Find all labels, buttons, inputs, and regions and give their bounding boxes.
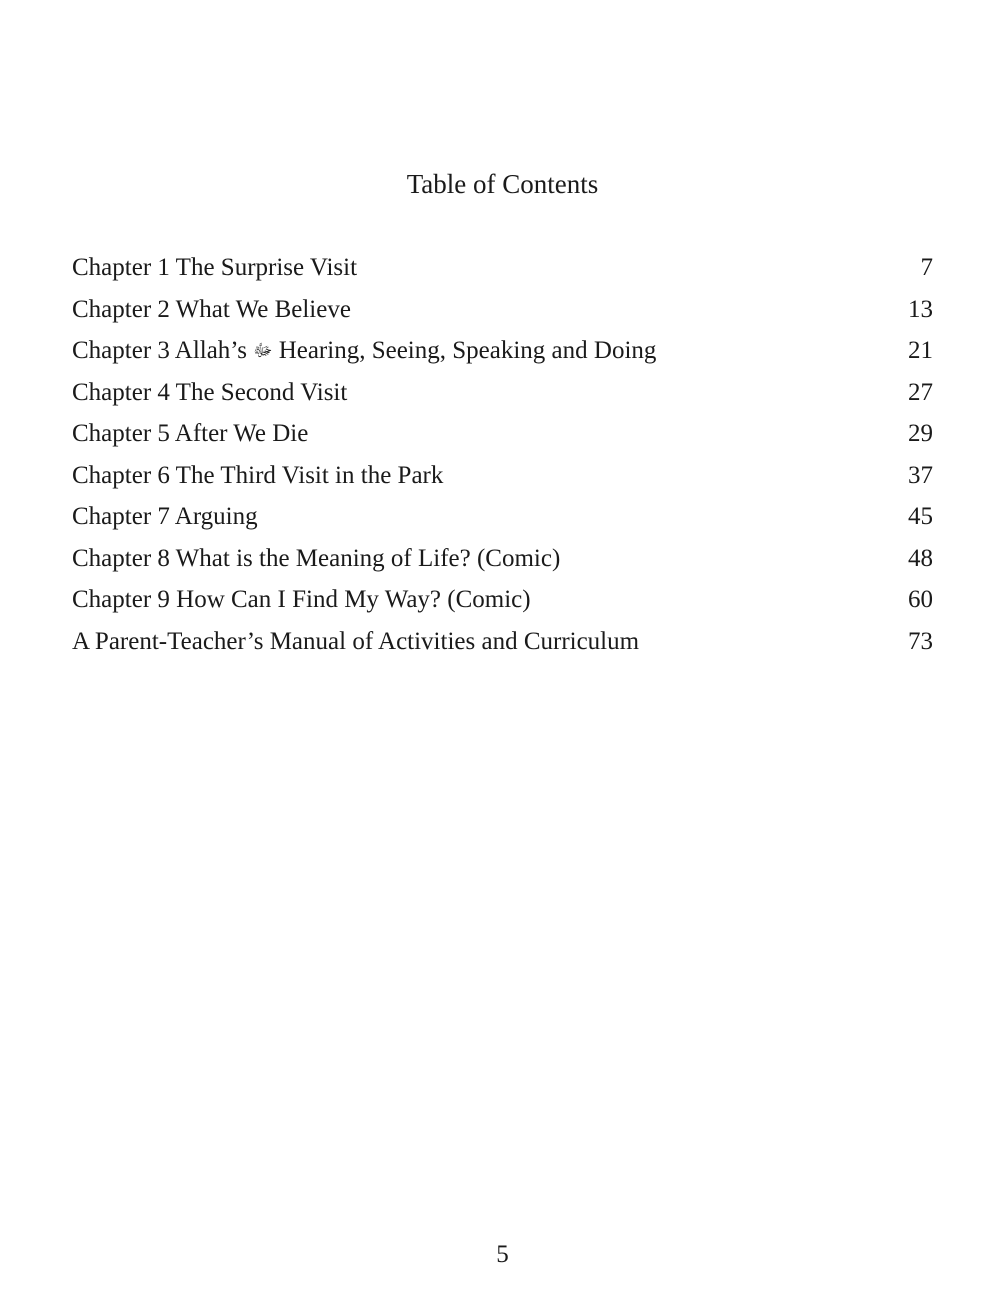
toc-entry-label [72, 332, 656, 370]
toc-entry-chapter-3[interactable] [72, 332, 933, 374]
toc-entry-label: Chapter 5 After We Die [72, 420, 309, 447]
toc-entry-page: 73 [908, 627, 933, 655]
toc-entry-page: 21 [908, 337, 933, 364]
toc-entry-label: Chapter 1 The Surprise Visit [72, 254, 358, 281]
toc-entry-chapter-6[interactable] [72, 457, 933, 499]
toc-entry-label: Chapter 7 Arguing [72, 503, 258, 530]
toc-entry-chapter-1[interactable] [72, 249, 933, 291]
toc-entry-chapter-7[interactable] [72, 498, 933, 540]
toc-entry-page: 45 [908, 503, 933, 530]
toc-entry-label: Chapter 6 The Third Visit in the Park [72, 461, 444, 489]
toc-entry-page: 37 [908, 461, 933, 489]
toc-entry-page: 29 [908, 420, 933, 447]
toc-entry-manual[interactable] [72, 623, 933, 665]
toc-entry-chapter-9[interactable] [72, 581, 933, 623]
toc-entry-label: Chapter 9 How Can I Find My Way? (Comic) [72, 586, 531, 613]
toc-entry-chapter-2[interactable] [72, 291, 933, 333]
toc-entry-label-end: Hearing, Seeing, Speaking and Doing [278, 337, 657, 364]
table-of-contents [72, 249, 933, 664]
toc-entry-chapter-8[interactable] [72, 540, 933, 582]
honorific-glyph-icon: ﷻ [253, 341, 273, 361]
toc-entry-label: Chapter 4 The Second Visit [72, 378, 348, 406]
page-title: Table of Contents [406, 169, 599, 199]
toc-entry-label: Chapter 8 What is the Meaning of Life? (Comic) [72, 544, 561, 572]
toc-entry-page: 13 [908, 295, 933, 323]
toc-entry-label: A Parent-Teacher’s Manual of Activities and Curriculum [72, 627, 640, 655]
toc-entry-page: 7 [920, 254, 933, 281]
toc-entry-page: 48 [908, 544, 933, 572]
toc-entry-chapter-5[interactable] [72, 415, 933, 457]
toc-entry-label-start: Chapter 3 Allah’s [72, 337, 247, 364]
toc-entry-page: 60 [908, 586, 933, 613]
page-number: 5 [496, 1241, 509, 1268]
toc-entry-label: Chapter 2 What We Believe [72, 295, 351, 323]
toc-entry-chapter-4[interactable] [72, 374, 933, 416]
toc-entry-page: 27 [908, 378, 933, 406]
